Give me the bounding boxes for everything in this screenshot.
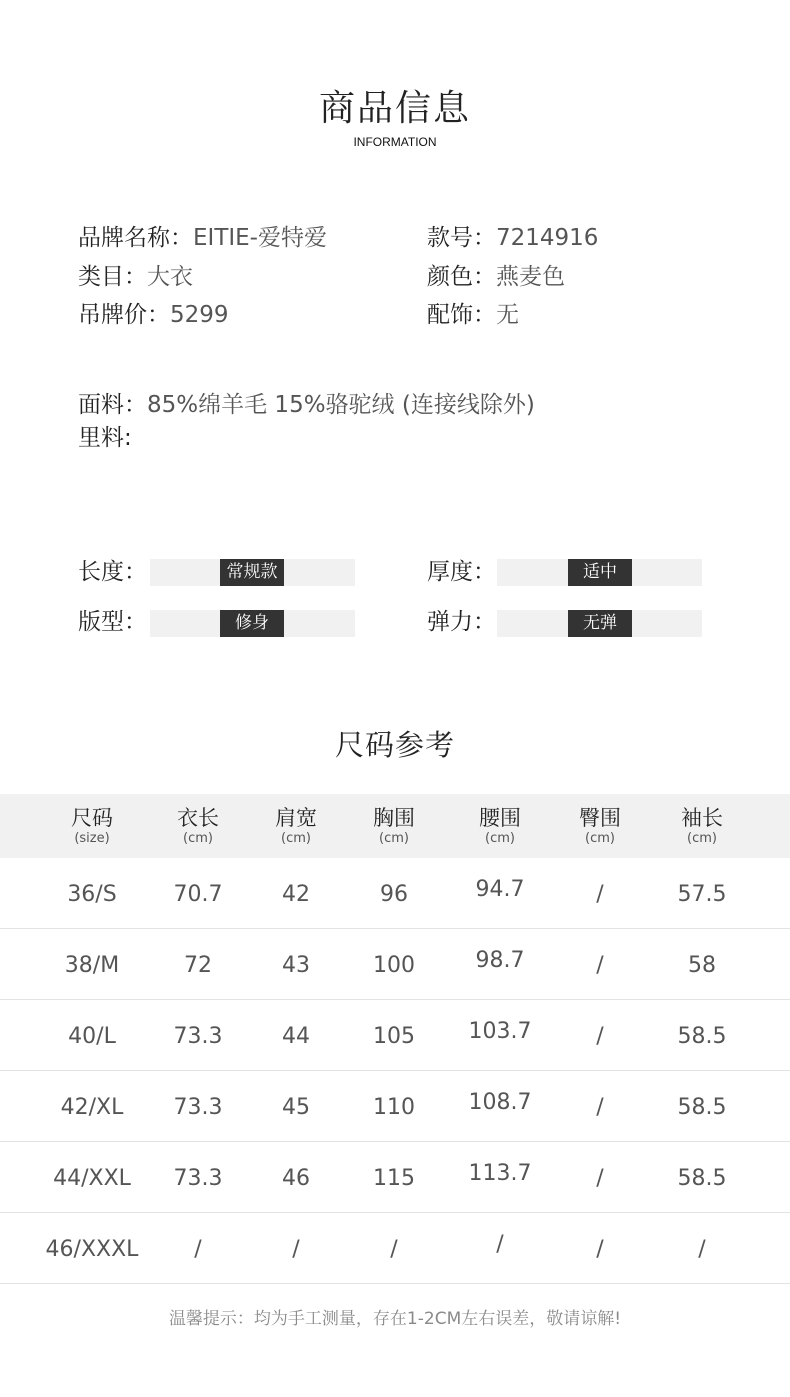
lining-row (78, 423, 132, 453)
col-waist (479, 794, 521, 858)
col-hip-unit: (cm) (585, 831, 615, 846)
cell-shoulder: 44 (282, 1024, 310, 1049)
fabric-row (78, 390, 535, 420)
col-length (177, 794, 219, 858)
accessory-row (427, 300, 519, 330)
thickness-label: 厚度： (427, 559, 496, 585)
cell-length: 73.3 (173, 1024, 223, 1049)
cell-hip: / (596, 1024, 604, 1049)
category-label: 类目： (78, 264, 147, 290)
cell-sleeve: / (698, 1237, 706, 1262)
table-row (0, 1000, 790, 1071)
cell-length: / (194, 1237, 202, 1262)
cell-sleeve: 58.5 (677, 1024, 727, 1049)
brand-label: 品牌名称： (78, 225, 193, 251)
cell-size: 36/S (67, 882, 117, 907)
cell-waist: 113.7 (468, 1161, 532, 1186)
col-hip (579, 794, 621, 858)
cell-waist: 103.7 (468, 1019, 532, 1044)
col-shoulder (275, 794, 317, 858)
table-row (0, 1142, 790, 1213)
price-row (78, 300, 229, 330)
measurement-note: 温馨提示：均为手工测量，存在1-2CM左右误差，敬请谅解! (168, 1309, 622, 1329)
cell-bust: 96 (380, 882, 408, 907)
col-length-unit: (cm) (183, 831, 213, 846)
length-scale (150, 559, 355, 586)
table-row (0, 1071, 790, 1142)
brand-row (78, 223, 327, 253)
cell-sleeve: 58.5 (677, 1095, 727, 1120)
style-no-label: 款号： (427, 225, 496, 251)
category-value: 大衣 (147, 264, 193, 290)
col-shoulder-unit: (cm) (281, 831, 311, 846)
thickness-scale (497, 559, 702, 586)
col-bust (373, 794, 415, 858)
cell-waist: 108.7 (468, 1090, 532, 1115)
cell-size: 46/XXXL (45, 1237, 139, 1262)
accessory-value: 无 (496, 302, 519, 328)
col-sleeve-name: 袖长 (681, 806, 723, 830)
col-waist-unit: (cm) (485, 831, 515, 846)
cell-bust: / (390, 1237, 398, 1262)
col-sleeve-unit: (cm) (687, 831, 717, 846)
cell-sleeve: 58 (688, 953, 716, 978)
cell-bust: 100 (373, 953, 415, 978)
table-row (0, 929, 790, 1000)
fit-label: 版型： (78, 609, 147, 635)
category-row (78, 262, 193, 292)
size-chart-title: 尺码参考 (334, 728, 455, 762)
cell-sleeve: 58.5 (677, 1166, 727, 1191)
style-no-value: 7214916 (496, 225, 599, 251)
cell-shoulder: 45 (282, 1095, 310, 1120)
page-subtitle: INFORMATION (353, 135, 437, 149)
col-waist-name: 腰围 (479, 806, 521, 830)
cell-hip: / (596, 1237, 604, 1262)
col-sleeve (681, 794, 723, 858)
table-row (0, 858, 790, 929)
col-size (71, 794, 113, 858)
col-bust-unit: (cm) (379, 831, 409, 846)
cell-shoulder: 42 (282, 882, 310, 907)
style-no-row (427, 223, 598, 253)
col-length-name: 衣长 (177, 806, 219, 830)
price-label: 吊牌价： (78, 302, 170, 328)
col-size-unit: (size) (74, 831, 110, 846)
cell-length: 73.3 (173, 1095, 223, 1120)
color-label: 颜色： (427, 264, 496, 290)
table-row (0, 1213, 790, 1284)
cell-sleeve: 57.5 (677, 882, 727, 907)
cell-hip: / (596, 882, 604, 907)
cell-hip: / (596, 1095, 604, 1120)
cell-length: 70.7 (173, 882, 223, 907)
cell-length: 72 (184, 953, 212, 978)
cell-size: 38/M (64, 953, 120, 978)
cell-waist: 94.7 (475, 877, 525, 902)
elasticity-scale (497, 610, 702, 637)
cell-waist: 98.7 (475, 948, 525, 973)
color-value: 燕麦色 (496, 264, 565, 290)
cell-bust: 115 (373, 1166, 415, 1191)
cell-size: 40/L (68, 1024, 116, 1049)
cell-length: 73.3 (173, 1166, 223, 1191)
cell-size: 42/XL (60, 1095, 124, 1120)
cell-bust: 110 (373, 1095, 415, 1120)
elasticity-tag: 无弹 (568, 610, 632, 637)
fabric-value: 85%绵羊毛 15%骆驼绒 (连接线除外) (147, 392, 535, 418)
cell-shoulder: 46 (282, 1166, 310, 1191)
fit-scale (150, 610, 355, 637)
brand-value: EITIE-爱特爱 (193, 225, 327, 251)
cell-bust: 105 (373, 1024, 415, 1049)
size-table-header (0, 794, 790, 858)
length-label: 长度： (78, 559, 147, 585)
lining-label: 里料: (78, 425, 132, 451)
col-bust-name: 胸围 (373, 806, 415, 830)
thickness-tag: 适中 (568, 559, 632, 586)
info-heading (0, 86, 790, 150)
page-title: 商品信息 (318, 88, 471, 129)
col-size-name: 尺码 (71, 806, 113, 830)
cell-hip: / (596, 1166, 604, 1191)
fabric-label: 面料： (78, 392, 147, 418)
cell-shoulder: / (292, 1237, 300, 1262)
col-shoulder-name: 肩宽 (275, 806, 317, 830)
cell-hip: / (596, 953, 604, 978)
cell-waist: / (496, 1232, 504, 1257)
accessory-label: 配饰： (427, 302, 496, 328)
price-value: 5299 (170, 302, 229, 328)
cell-size: 44/XXL (53, 1166, 131, 1191)
col-hip-name: 臀围 (579, 806, 621, 830)
length-tag: 常规款 (220, 559, 284, 586)
elasticity-label: 弹力： (427, 609, 496, 635)
color-row (427, 262, 565, 292)
fit-tag: 修身 (220, 610, 284, 637)
cell-shoulder: 43 (282, 953, 310, 978)
